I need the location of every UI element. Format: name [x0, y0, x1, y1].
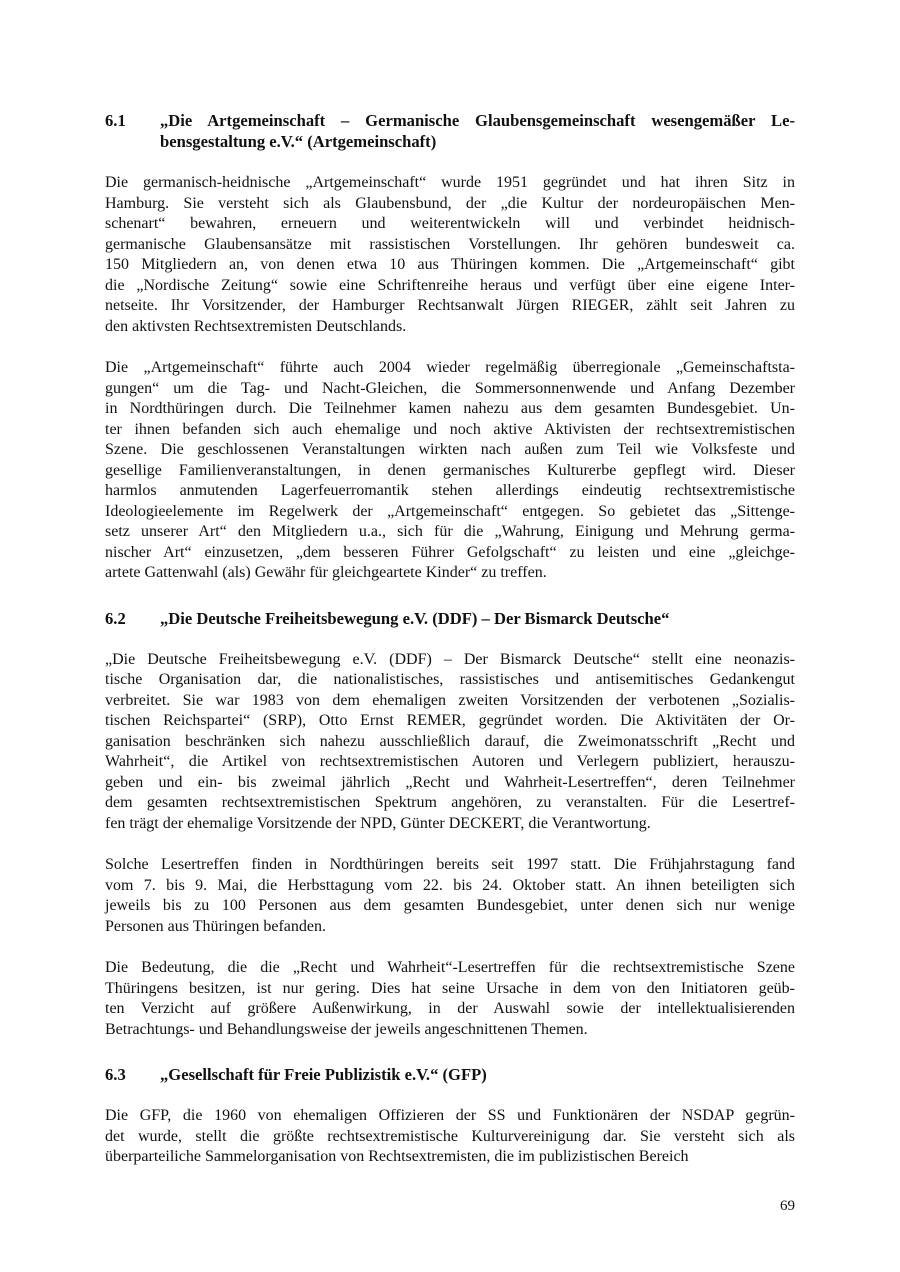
paragraph-line: vom 7. bis 9. Mai, die Herbsttagung vom 22. bis 24. Oktober statt. An ihnen beteiligten sich	[105, 876, 795, 894]
paragraph	[105, 958, 795, 1040]
paragraph-line: ter ihnen befanden sich auch ehemalige und noch aktive Aktivisten der rechtsextremistischen	[105, 420, 795, 438]
section-number: 6.2	[105, 608, 126, 628]
section-title	[160, 110, 795, 152]
paragraph	[105, 1106, 795, 1168]
heading-line: „Die Deutsche Freiheitsbewegung e.V. (DDF) – Der Bismarck Deutsche“	[160, 608, 670, 628]
paragraph-line: ten Verzicht auf größere Außenwirkung, in der Auswahl sowie der intellektualisierenden	[105, 1000, 795, 1017]
paragraph-line: det wurde, stellt die größte rechtsextremistische Kulturvereinigung dar. Sie versteht sich als	[105, 1127, 795, 1145]
heading-line: „Die Artgemeinschaft – Germanische Glaubensgemeinschaft wesengemäßer Le-	[160, 111, 795, 130]
page-content	[105, 110, 795, 1189]
paragraph-line: harmlos anmutenden Lagerfeuerromantik stehen allerdings eindeutig rechtsextremistische	[105, 482, 795, 499]
paragraph	[105, 358, 795, 584]
paragraph	[105, 173, 795, 337]
paragraph-line: schenart“ bewahren, erneuern und weiterentwickeln will und verbindet heidnisch-	[105, 215, 795, 232]
section-title	[160, 608, 795, 629]
paragraph-line: artete Gattenwahl (als) Gewähr für gleichgeartete Kinder“ zu treffen.	[105, 564, 547, 581]
paragraph-line: gesellige Familienveranstaltungen, in denen germanisches Kulturerbe gepflegt wird. Dieser	[105, 461, 795, 479]
paragraph-line: Die „Artgemeinschaft“ führte auch 2004 wieder regelmäßig überregionale „Gemeinschaftsta-	[105, 359, 795, 376]
section-number: 6.3	[105, 1065, 126, 1084]
section-number: 6.1	[105, 111, 126, 130]
paragraph-line: Die Bedeutung, die die „Recht und Wahrheit“-Lesertreffen für die rechtsextremistische Szene	[105, 959, 795, 976]
section-heading	[105, 608, 795, 629]
paragraph-line: jeweils bis zu 100 Personen aus dem gesamten Bundesgebiet, unter denen sich nur wenige	[105, 897, 795, 914]
paragraph-line: nischer Art“ einzusetzen, „dem besseren Führer Gefolgschaft“ zu leisten und eine „gleichge-	[105, 543, 795, 561]
paragraph-line: Szene. Die geschlossenen Veranstaltungen wirkten nach außen zum Teil wie Volksfeste und	[105, 441, 795, 458]
heading-line: bensgestaltung e.V.“ (Artgemeinschaft)	[160, 132, 437, 151]
paragraph-line: überparteiliche Sammelorganisation von Rechtsextremisten, die im publizistischen Bereich	[105, 1148, 689, 1165]
paragraph-line: geben und ein- bis zweimal jährlich „Recht und Wahrheit-Lesertreffen“, deren Teilnehmer	[105, 773, 795, 791]
paragraph-line: netseite. Ihr Vorsitzender, der Hamburger Rechtsanwalt Jürgen RIEGER, zählt seit Jahren zu	[105, 297, 795, 314]
section-heading	[105, 1064, 795, 1085]
paragraph-line: gungen“ um die Tag- und Nacht-Gleichen, die Sommersonnenwende und Anfang Dezember	[105, 379, 795, 397]
paragraph-line: Thüringens besitzen, ist nur gering. Dies hat seine Ursache in dem von den Initiatoren geüb-	[105, 979, 795, 997]
paragraph	[105, 650, 795, 835]
paragraph-line: den aktivsten Rechtsextremisten Deutschlands.	[105, 317, 407, 335]
paragraph-line: Die GFP, die 1960 von ehemaligen Offizieren der SS und Funktionären der NSDAP gegrün-	[105, 1107, 795, 1124]
paragraph	[105, 855, 795, 937]
paragraph-line: tischen Reichspartei“ (SRP), Otto Ernst REMER, gegründet worden. Die Aktivitäten der Or-	[105, 712, 795, 729]
paragraph-line: fen trägt der ehemalige Vorsitzende der NPD, Günter DECKERT, die Verantwortung.	[105, 814, 651, 832]
paragraph-line: dem gesamten rechtsextremistischen Spektrum angehören, zu veranstalten. Für die Lesertref-	[105, 794, 795, 811]
paragraph-line: „Die Deutsche Freiheitsbewegung e.V. (DDF) – Der Bismarck Deutsche“ stellt eine neonazis-	[105, 650, 795, 668]
section-heading	[105, 110, 795, 152]
section-title	[160, 1064, 795, 1085]
paragraph-line: ganisation beschränken sich nahezu ausschließlich darauf, die Zweimonatsschrift „Recht und	[105, 732, 795, 750]
paragraph-line: Ideologieelemente im Regelwerk der „Artgemeinschaft“ entgegen. So gebietet das „Sittenge-	[105, 502, 795, 520]
paragraph-line: Die germanisch-heidnische „Artgemeinschaft“ wurde 1951 gegründet und hat ihren Sitz in	[105, 174, 795, 191]
paragraph-line: Betrachtungs- und Behandlungsweise der jeweils angeschnittenen Themen.	[105, 1020, 588, 1038]
paragraph-line: Personen aus Thüringen befanden.	[105, 917, 326, 935]
paragraph-line: in Nordthüringen durch. Die Teilnehmer kamen nahezu aus dem gesamten Bundesgebiet. Un-	[105, 400, 795, 417]
paragraph-line: verbreitet. Sie war 1983 von dem ehemaligen zweiten Vorsitzenden der verbotenen „Sozialis-	[105, 691, 795, 709]
paragraph-line: 150 Mitgliedern an, von denen etwa 10 aus Thüringen kommen. Die „Artgemeinschaft“ gibt	[105, 256, 795, 273]
paragraph-line: germanische Glaubensansätze mit rassistischen Vorstellungen. Ihr gehören bundesweit ca.	[105, 235, 795, 253]
heading-line: „Gesellschaft für Freie Publizistik e.V.“ (GFP)	[160, 1065, 487, 1084]
paragraph-line: setz unserer Art“ den Mitgliedern u.a., sich für die „Wahrung, Einigung und Mehrung germa-	[105, 523, 795, 540]
paragraph-line: Solche Lesertreffen finden in Nordthüringen bereits seit 1997 statt. Die Frühjahrstagung fand	[105, 856, 795, 873]
paragraph-line: Wahrheit“, die Artikel von rechtsextremistischen Autoren und Verlegern publiziert, herauszu-	[105, 753, 795, 770]
paragraph-line: tische Organisation dar, die nationalistisches, rassistisches und antisemitisches Gedankengut	[105, 671, 795, 688]
page-number: 69	[780, 1198, 795, 1214]
paragraph-line: die „Nordische Zeitung“ sowie eine Schriftenreihe heraus und verfügt über eine eigene Inter-	[105, 276, 795, 294]
paragraph-line: Hamburg. Sie versteht sich als Glaubensbund, der „die Kultur der nordeuropäischen Men-	[105, 194, 795, 212]
